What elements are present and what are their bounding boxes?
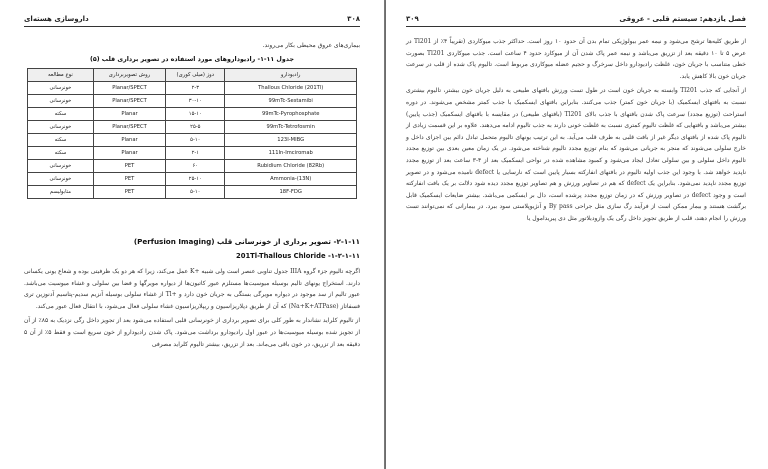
table-header-row: [28, 69, 357, 82]
left-header-title: داروسازی هسته‌ای: [24, 15, 89, 23]
table-row: [28, 82, 357, 95]
table-row: [28, 95, 357, 108]
col-header-radiopharmaceutical: رادیودارو: [225, 69, 357, 82]
right-running-head: [406, 13, 746, 25]
left-intro-text: [24, 40, 360, 55]
table-row: [28, 173, 357, 186]
cell-radiopharmaceutical: 99mTc-Tetrofosmin: [225, 121, 357, 134]
cell-radiopharmaceutical: (82Rb) Rubidium Chloride: [225, 160, 357, 173]
right-body-text: [406, 36, 746, 228]
left-body-text: [24, 266, 360, 353]
cell-dose: ۶۰: [166, 160, 225, 173]
table-row: [28, 160, 357, 173]
radiopharmaceutical-table: [27, 68, 357, 199]
cell-imaging-method: Planar: [93, 108, 165, 121]
cell-imaging-method: Planar/SPECT: [93, 82, 165, 95]
right-page: [386, 0, 768, 469]
cell-study-type: خونرسانی: [28, 160, 94, 173]
cell-study-type: خونرسانی: [28, 82, 94, 95]
right-header-rule: [406, 26, 746, 27]
cell-dose: ۵-۱۰: [166, 134, 225, 147]
cell-study-type: خونرسانی: [28, 95, 94, 108]
section-heading: ۲-۱-۱۱- تصویر برداری از خونرسانی قلب (Perfusion Imaging): [133, 237, 360, 246]
col-header-imaging-method: روش تصویربرداری: [93, 69, 165, 82]
right-header-title: فصل یازدهم: سیستم قلبی - عروقی: [619, 15, 746, 23]
cell-radiopharmaceutical: (13N)-Ammonia: [225, 173, 357, 186]
subsection-heading: ۱-۲-۱-۱۱- 201Tl-Thallous Chloride: [235, 252, 360, 260]
right-page-number: ۳۰۹: [406, 15, 419, 23]
cell-radiopharmaceutical: 123I-MIBG: [225, 134, 357, 147]
body-paragraph: اگرچه تالیوم جزء گروه IIIA جدول تناوبی عنصر است ولی شبیه +K عمل می‌کند، زیرا که هر دو یک ظرفیتی بوده و شعاع یونی یکسانی دارند. استخراج یونهای تالیم بوسیله میوسیت‌ها مستلزم عبور کاتیون‌ها از دیواره مویرگها و فضا بین سلولی و غشاء میوسیت می‌باشد. عبور تالیم از سد موجود در دیواره مویرگی بستگی به جریان خون دارد و +Tl از غشاء سلولی بوسیله آنزیم سدیم-پتاسیم آدنوزین تری فسفاتاز (Na+K+ATPase) که آن از طریق دپلاریزاسیون و ریپلاریزاسیون غشاء سلولی فعال می‌شود، با انتقال فعال عبور می‌کند.: [24, 268, 361, 310]
cell-imaging-method: PET: [93, 160, 165, 173]
cell-radiopharmaceutical: 111In-Imciromab: [225, 147, 357, 160]
cell-study-type: سکته: [28, 108, 94, 121]
cell-dose: ۵-۱۰: [166, 186, 225, 199]
cell-imaging-method: Planar: [93, 134, 165, 147]
col-header-study-type: نوع مطالعه: [28, 69, 94, 82]
cell-study-type: سکته: [28, 134, 94, 147]
cell-imaging-method: Planar/SPECT: [93, 95, 165, 108]
cell-study-type: متابولیسم: [28, 186, 94, 199]
cell-dose: ۲۵-۵: [166, 121, 225, 134]
cell-dose: ۲-۳: [166, 82, 225, 95]
cell-radiopharmaceutical: 99mTc-Sestamibi: [225, 95, 357, 108]
cell-study-type: سکته: [28, 147, 94, 160]
cell-imaging-method: Planar/SPECT: [93, 121, 165, 134]
cell-radiopharmaceutical: Thallous Chloride (201Tl): [225, 82, 357, 95]
left-page-number: ۳۰۸: [347, 15, 360, 23]
cell-study-type: خونرسانی: [28, 121, 94, 134]
cell-dose: ۲۵-۱۰: [166, 173, 225, 186]
cell-imaging-method: Planar: [93, 147, 165, 160]
col-header-dose: دوز (میلی کوری): [166, 69, 225, 82]
cell-imaging-method: PET: [93, 186, 165, 199]
left-header-rule: [24, 26, 360, 27]
table-row: [28, 121, 357, 134]
table-caption: جدول ۱۱-۱- رادیوداروهای مورد استفاده در تصویر برداری قلب (۵): [90, 56, 294, 63]
table-row: [28, 134, 357, 147]
table-row: [28, 147, 357, 160]
table-row: [28, 186, 357, 199]
cell-study-type: خونرسانی: [28, 173, 94, 186]
left-running-head: [24, 13, 360, 25]
cell-imaging-method: PET: [93, 173, 165, 186]
table-row: [28, 108, 357, 121]
cell-dose: ۲-۱: [166, 147, 225, 160]
body-paragraph: از آنجایی که جذب Tl201 وابسته به جریان خون است در طول تست ورزش بافتهای طبیعی به دلیل جریان خون بیشتر، تالیوم بیشتری نسبت به بافتهای ایسکمیک (با جریان خون کمتر) جذب می‌کنند. بنابراین بافتهای ایسکمیک با جذب کمتر مشخص می‌شوند. در دوره استراحت (توزیع مجدد) سرعت پاک شدن بافتهای با جذب بالای Tl201 (بافتهای طبیعی) در مقایسه با بافتهای ایسکمیک (جذب پایین) بیشتر می‌باشد و بافتهایی که غلظت تالیوم کمتری نسبت به غلظت خونی دارند به جذب تالیوم ادامه می‌دهند. علاوه بر این قسمت زیادی از تالیوم پاک شده از بافتهای دیگر غیر از بافت قلبی به طرف قلب می‌آید. به این ترتیب یونهای تالیوم متحمل تبادل دائم بین اجزای داخل و خارج سلولی می‌شوند که منجر به جریانی می‌شود که بنام توزیع مجدد تالیوم شناخته می‌شود. در یک زمان معین بعدی بین توزیع مجدد تالیوم داخل سلولی و بین سلولی تعادل ایجاد می‌شود و کمبود مشاهده شده در نواحی ایسکمیک بعد از ۴-۳ ساعت بعد از توزیع مجدد ناپدید خواهد شد. با وجود این جذب اولیه تالیوم در بافتهای انفارکته بسیار پایین است که نارسایی یا defect نامیده می‌شود و در تصویر توزیع مجدد ناپدید نمی‌شود. بنابراین یک defect که هم در تصاویر ورزش و هم تصاویر توزیع مجدد دیده شود دلالت بر یک بافت انفارکته است و وجود defect در تصاویر ورزش که در زمان توزیع مجدد پرشده است، دال بر ایسکمی می‌باشد. بیشتر ضایعات ایسکمیک قابل برگشت هستند و بیمار ممکن است از فرآیند رگ سازی مثل جراحی By pass و آنژیوپلاستی سود ببرد. در بیمارانی که نمی‌توانند تست ورزش را انجام دهند، قلب از طریق تجویز داخل رگی یک وازودیلاتور مثل دی پیریدامول یا: [406, 87, 747, 222]
body-paragraph: از تالیوم کلراید نشاندار به طور کلی برای تصویر برداری از خونرسانی قلبی استفاده می‌شود بعد از تجویز داخل رگی نزدیک به ۸۵٪ از آن از تجویز شده بوسیله میوسیت‌ها در عبور اول رادیودارو برداشت می‌شود. پاک شدن رادیودارو از خون سریع است و فقط ۵٪ از آن ۵ دقیقه بعد از تزریق، در خون باقی می‌ماند. بعد از تزریق، بیشتر تالیوم کلراید مصرفی: [24, 317, 360, 348]
cell-dose: ۱۵-۱۰: [166, 108, 225, 121]
intro-line: بیماری‌های عروق محیطی بکار می‌روند.: [262, 42, 360, 49]
cell-radiopharmaceutical: 99mTc-Pyrophosphate: [225, 108, 357, 121]
body-paragraph: از طریق کلیه‌ها ترشح می‌شود و نیمه عمر بیولوژیکی تمام بدن آن حدود ۱۰ روز است. حداکثر جذب میوکاردی (تقریباً ۴٪ از Tl201 در عرض ۵ تا ۱۰ دقیقه بعد از تزریق می‌باشد و نیمه عمر پاک شدن آن از میوکارد حدود ۴ ساعت است. جذب میوکاردی Tl201 بصورت خطی متناسب با جریان خون، غلظت رادیودارو داخل سرخرگ و حجیم عضله میوکاردی مربوط است. تالیوم پاک شده از قلب در سرعت جریان خون بالا کاهش یابد.: [406, 38, 747, 80]
cell-radiopharmaceutical: 18F-FDG: [225, 186, 357, 199]
cell-dose: ۳۰-۱۰: [166, 95, 225, 108]
